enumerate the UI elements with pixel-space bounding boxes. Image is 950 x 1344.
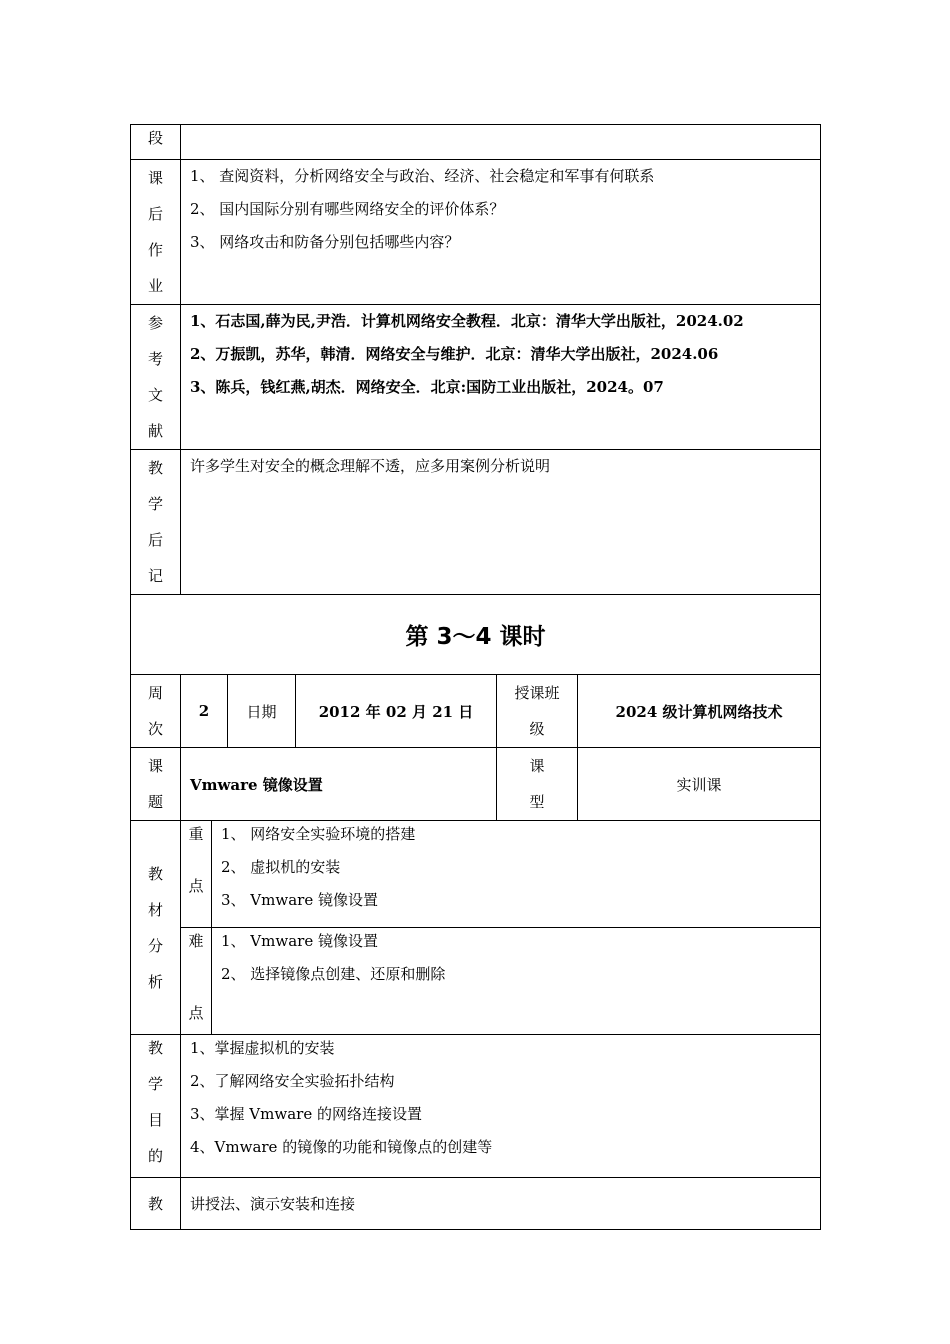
afterword-row <box>131 450 821 595</box>
section-fragment-content <box>181 125 821 160</box>
type-value: 实训课 <box>578 748 821 821</box>
afterword-content: 许多学生对安全的概念理解不透，应多用案例分析说明 <box>181 450 821 595</box>
difficult-points-content <box>212 928 821 1035</box>
objective-item: 3、掌握 Vmware 的网络连接设置 <box>190 1105 422 1123</box>
topic-row <box>131 748 821 821</box>
objective-item: 1、掌握虚拟机的安装 <box>190 1039 335 1057</box>
analysis-label: 教 材 分 析 <box>131 821 181 1035</box>
afterword-label: 教 学 后 记 <box>131 450 181 595</box>
topic-label: 课 题 <box>131 748 181 821</box>
objectives-content <box>181 1035 821 1178</box>
reference-item: 3、陈兵，钱红燕,胡杰．网络安全．北京:国防工业出版社，2024。07 <box>190 378 664 396</box>
objective-item: 2、了解网络安全实验拓扑结构 <box>190 1072 395 1090</box>
week-value: 2 <box>181 675 228 748</box>
date-label: 日期 <box>228 675 296 748</box>
key-points-label: 重 点 <box>181 821 212 928</box>
references-row <box>131 305 821 450</box>
key-point-item: 1、 网络安全实验环境的搭建 <box>221 825 416 843</box>
method-row <box>131 1178 821 1230</box>
key-point-item: 2、 虚拟机的安装 <box>221 858 341 876</box>
lesson-plan-table <box>130 124 821 1230</box>
references-content <box>181 305 821 450</box>
info-row <box>131 675 821 748</box>
homework-item: 2、 国内国际分别有哪些网络安全的评价体系？ <box>190 200 505 218</box>
class-value: 2024 级计算机网络技术 <box>578 675 821 748</box>
difficult-points-label: 难 点 <box>181 928 212 1035</box>
homework-row <box>131 160 821 305</box>
section-fragment-row <box>131 125 821 160</box>
analysis-difficult-row <box>131 928 821 1035</box>
key-points-content <box>212 821 821 928</box>
lesson-plan-document <box>130 124 820 1230</box>
class-label: 授课班 级 <box>497 675 578 748</box>
method-content: 讲授法、演示安装和连接 <box>181 1178 821 1230</box>
type-label: 课 型 <box>497 748 578 821</box>
week-label: 周 次 <box>131 675 181 748</box>
homework-item: 1、 查阅资料，分析网络安全与政治、经济、社会稳定和军事有何联系 <box>190 167 655 185</box>
reference-item: 1、石志国,薛为民,尹浩．计算机网络安全教程．北京：清华大学出版社，2024.02 <box>190 312 744 330</box>
objectives-row <box>131 1035 821 1178</box>
analysis-key-row <box>131 821 821 928</box>
method-label: 教 <box>131 1178 181 1230</box>
topic-value: Vmware 镜像设置 <box>181 748 497 821</box>
key-point-item: 3、 Vmware 镜像设置 <box>221 891 378 909</box>
homework-label: 课 后 作 业 <box>131 160 181 305</box>
session-title: 第 3～4 课时 <box>131 595 821 675</box>
homework-item: 3、 网络攻击和防备分别包括哪些内容？ <box>190 233 460 251</box>
references-label: 参 考 文 献 <box>131 305 181 450</box>
difficult-point-item: 1、 Vmware 镜像设置 <box>221 932 378 950</box>
reference-item: 2、万振凯，苏华，韩清．网络安全与维护．北京：清华大学出版社，2024.06 <box>190 345 719 363</box>
objectives-label: 教 学 目 的 <box>131 1035 181 1178</box>
section-fragment-label: 段 <box>131 125 181 160</box>
date-value: 2012 年 02 月 21 日 <box>296 675 497 748</box>
session-title-row <box>131 595 821 675</box>
difficult-point-item: 2、 选择镜像点创建、还原和删除 <box>221 965 446 983</box>
homework-content <box>181 160 821 305</box>
objective-item: 4、Vmware 的镜像的功能和镜像点的创建等 <box>190 1138 493 1156</box>
